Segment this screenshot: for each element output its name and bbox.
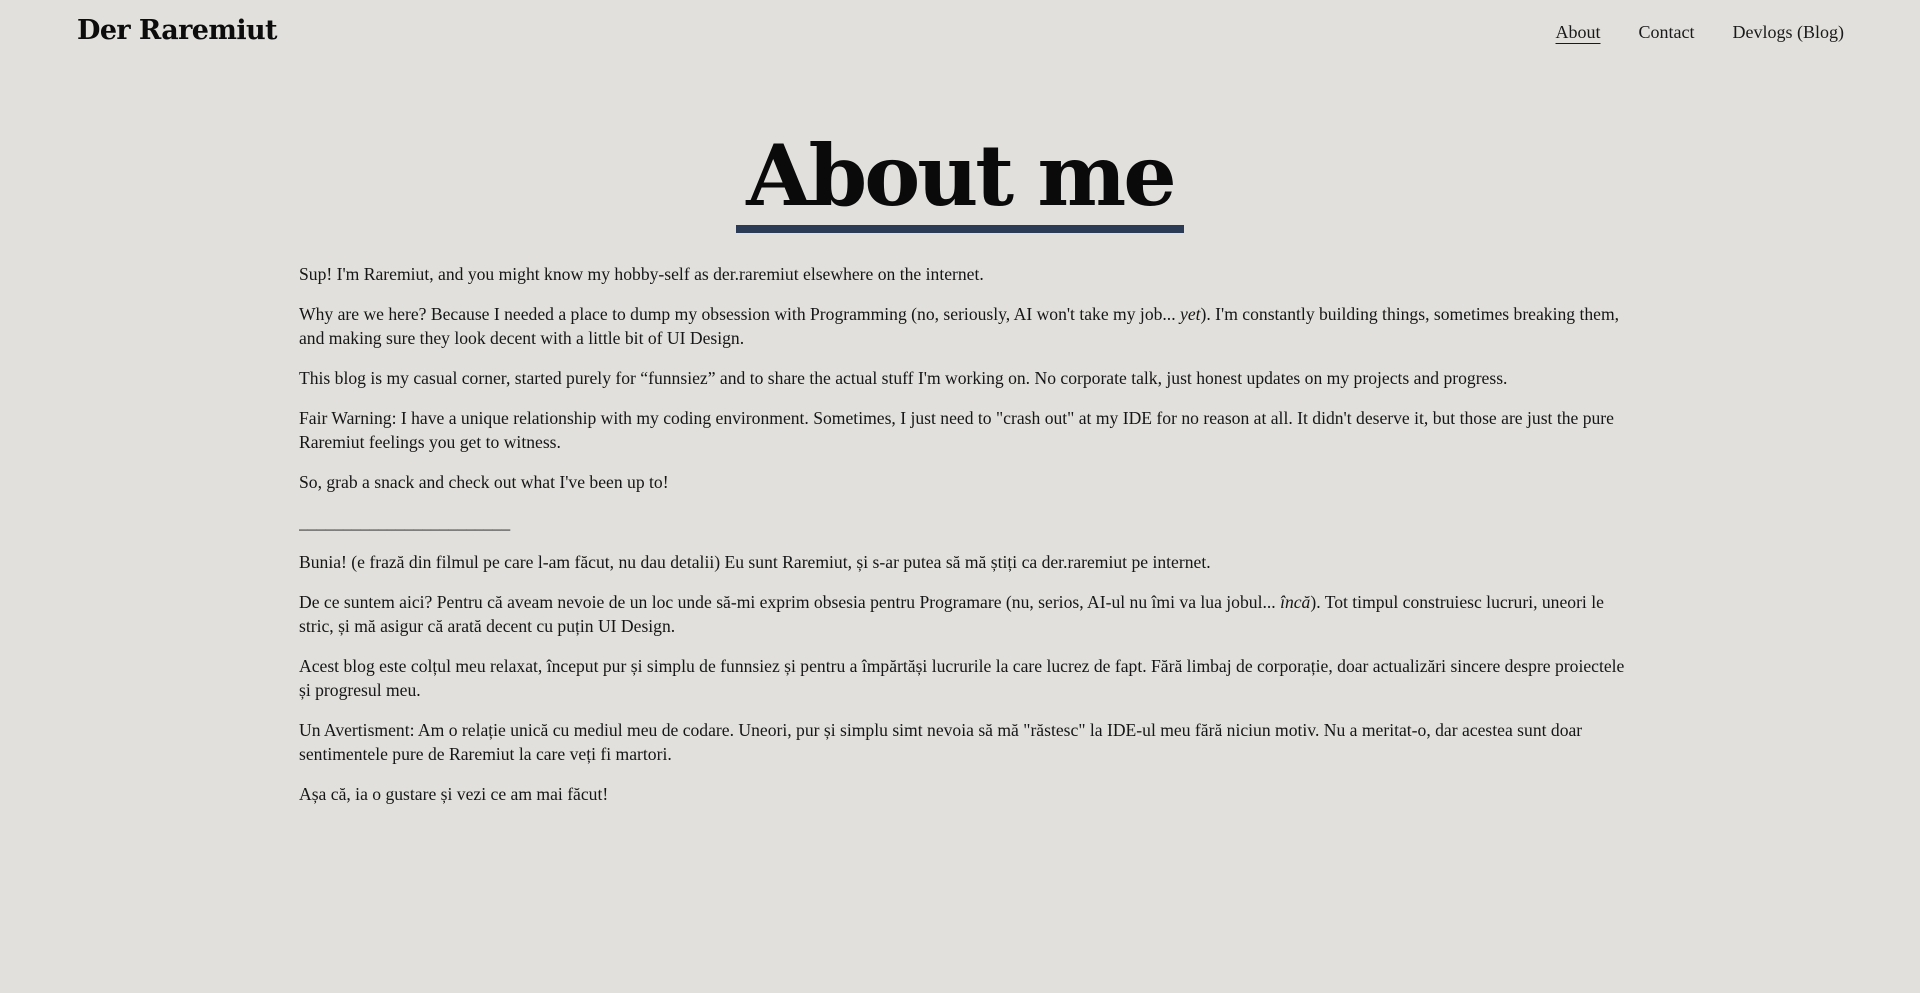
paragraph-en-why-start: Why are we here? Because I needed a place to dump my obsession with Programming (no, seriously, AI won't take my job...: [299, 304, 1181, 324]
page-title-text: About me: [746, 126, 1174, 225]
paragraph-ro-blog: Acest blog este colțul meu relaxat, început pur și simplu de funnsiez și pentru a împărtăși lucrurile la care lucrez de fapt. Fără limbaj de corporație, doar actualizări sincere despre proiectele și progresul meu.: [299, 656, 1625, 700]
title-underline-bar: [736, 225, 1183, 233]
site-logo-link[interactable]: Der Raremiut: [77, 15, 277, 46]
paragraph-en-why-end: ). I'm constantly building things, sometimes breaking them, and making sure they look decent with a little bit of UI Design.: [299, 304, 1620, 348]
paragraph-ro-closing: Așa că, ia o gustare și vezi ce am mai făcut!: [299, 784, 609, 804]
paragraph-ro-why-end: ). Tot timpul construiesc lucruri, uneori le stric, și mă asigur că arată decent cu puțin UI Design.: [299, 592, 1604, 636]
site-header: [0, 0, 1920, 66]
nav-link-devlogs[interactable]: Devlogs (Blog): [1732, 22, 1844, 42]
paragraph-ro-why: [299, 590, 1629, 638]
paragraph-ro-warning: Un Avertisment: Am o relație unică cu mediul meu de codare. Uneori, pur și simplu simt nevoia să mă "răstesc" la IDE-ul meu fără niciun motiv. Nu a meritat-o, dar acestea sunt doar sentimentele pure de Raremiut la care veți fi martori.: [299, 720, 1583, 764]
language-divider: ________________________: [299, 512, 511, 532]
paragraph-en-closing: So, grab a snack and check out what I've been up to!: [299, 472, 669, 492]
main-nav: [1556, 22, 1845, 43]
paragraph-en-intro: Sup! I'm Raremiut, and you might know my hobby-self as der.raremiut elsewhere on the internet.: [299, 264, 984, 284]
page-title: [736, 126, 1183, 226]
about-content: [299, 262, 1629, 822]
paragraph-en-warning: Fair Warning: I have a unique relationship with my coding environment. Sometimes, I just need to "crash out" at my IDE for no reason at all. It didn't deserve it, but those are just the pure Raremiut feelings you get to witness.: [299, 408, 1614, 452]
paragraph-en-why: [299, 302, 1629, 350]
paragraph-ro-why-start: De ce suntem aici? Pentru că aveam nevoie de un loc unde să-mi exprim obsesia pentru Programare (nu, serios, AI-ul nu îmi va lua jobul...: [299, 592, 1281, 612]
paragraph-ro-why-emphasis: încă: [1280, 592, 1311, 612]
nav-link-contact[interactable]: Contact: [1638, 22, 1695, 42]
title-section: [0, 126, 1920, 226]
paragraph-ro-intro: Bunia! (e frază din filmul pe care l-am făcut, nu dau detalii) Eu sunt Raremiut, și s-ar putea să mă știți ca der.raremiut pe internet.: [299, 552, 1211, 572]
paragraph-en-blog: This blog is my casual corner, started purely for “funnsiez” and to share the actual stuff I'm working on. No corporate talk, just honest updates on my projects and progress.: [299, 368, 1508, 388]
paragraph-en-why-emphasis: yet: [1180, 304, 1201, 324]
nav-link-about[interactable]: About: [1555, 22, 1601, 42]
